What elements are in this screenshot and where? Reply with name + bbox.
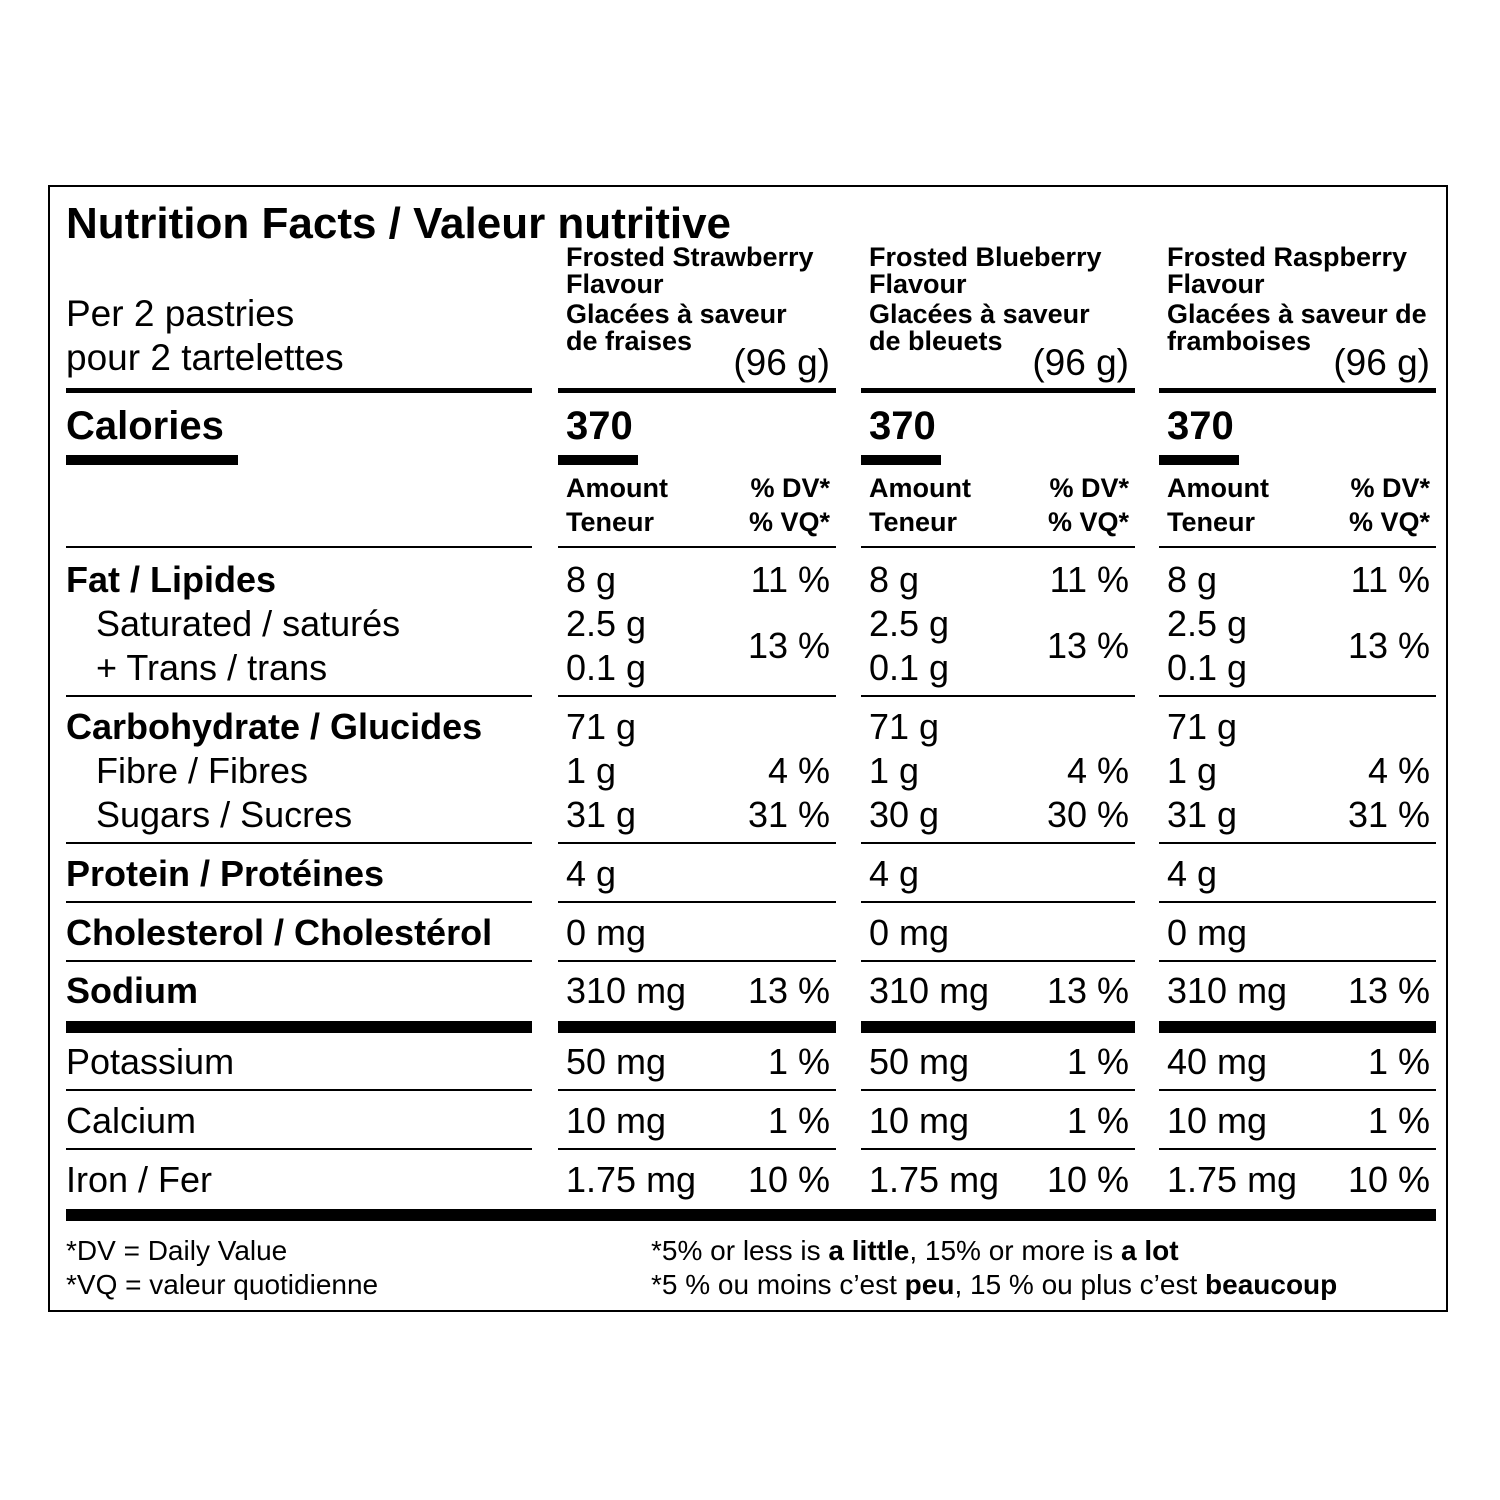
serving-size-fr: pour 2 tartelettes <box>66 337 344 378</box>
dv-header: % DV* <box>750 473 830 503</box>
divider <box>861 695 1135 697</box>
potassium-label: Potassium <box>66 1041 235 1082</box>
sodium-amount: 310 mg <box>566 970 687 1011</box>
guide-text: *5% or less is <box>651 1235 829 1266</box>
sugars-dv: 31 % <box>747 794 830 835</box>
calories-rule <box>66 455 238 465</box>
divider <box>558 842 836 844</box>
sodium-dv: 13 % <box>1347 970 1430 1011</box>
product-name-fr: de fraises <box>566 326 693 356</box>
amount-header: Teneur <box>869 507 958 537</box>
divider <box>66 546 532 548</box>
divider <box>558 901 836 903</box>
calcium-dv: 1 % <box>1066 1100 1129 1141</box>
divider <box>66 695 532 697</box>
sodium-dv: 13 % <box>747 970 830 1011</box>
carbohydrate-label: Carbohydrate / Glucides <box>66 706 483 747</box>
sodium-amount: 310 mg <box>1167 970 1288 1011</box>
divider <box>861 1148 1135 1150</box>
sodium-label: Sodium <box>66 970 198 1011</box>
guide-emphasis: a little <box>828 1235 910 1266</box>
product-name-fr: framboises <box>1167 326 1312 356</box>
amount-header: Amount <box>1167 473 1269 503</box>
dv-header: % DV* <box>1350 473 1430 503</box>
product-name-en: Flavour <box>869 269 967 299</box>
calories-rule <box>1159 455 1239 465</box>
dv-header: % DV* <box>1049 473 1129 503</box>
thick-divider <box>861 1021 1135 1033</box>
iron-dv: 10 % <box>747 1159 830 1200</box>
iron-dv: 10 % <box>1347 1159 1430 1200</box>
fibre-dv: 4 % <box>1367 750 1430 791</box>
sodium-amount: 310 mg <box>869 970 990 1011</box>
product-column-blueberry <box>861 187 1135 1207</box>
calories-value: 370 <box>869 404 936 448</box>
divider <box>558 1089 836 1091</box>
sugars-dv: 31 % <box>1347 794 1430 835</box>
cholesterol-amount: 0 mg <box>869 912 950 953</box>
cholesterol-amount: 0 mg <box>1167 912 1248 953</box>
saturated-label: Saturated / saturés <box>96 603 401 644</box>
potassium-dv: 1 % <box>1066 1041 1129 1082</box>
divider <box>66 960 532 962</box>
vq-definition: *VQ = valeur quotidienne <box>66 1269 379 1300</box>
product-column-raspberry <box>1159 187 1436 1207</box>
product-name-en: Flavour <box>1167 269 1265 299</box>
carbohydrate-amount: 71 g <box>566 706 637 747</box>
fat-amount: 8 g <box>566 559 617 600</box>
header-rule <box>861 388 1135 393</box>
iron-amount: 1.75 mg <box>1167 1159 1298 1200</box>
sat-trans-dv: 13 % <box>1046 625 1129 666</box>
divider <box>558 695 836 697</box>
amount-header: Teneur <box>1167 507 1256 537</box>
guide-text: , 15% or more is <box>909 1235 1121 1266</box>
serving-weight: (96 g) <box>733 342 830 383</box>
cholesterol-amount: 0 mg <box>566 912 647 953</box>
fat-dv: 11 % <box>750 559 830 600</box>
thick-divider <box>66 1021 532 1033</box>
divider <box>558 1148 836 1150</box>
product-name-en: Flavour <box>566 269 664 299</box>
fibre-dv: 4 % <box>1066 750 1129 791</box>
sodium-dv: 13 % <box>1046 970 1129 1011</box>
product-name-fr: de bleuets <box>869 326 1003 356</box>
trans-label: + Trans / trans <box>96 647 328 688</box>
calories-value: 370 <box>1167 404 1234 448</box>
serving-weight: (96 g) <box>1032 342 1129 383</box>
iron-amount: 1.75 mg <box>566 1159 697 1200</box>
fat-amount: 8 g <box>1167 559 1218 600</box>
calcium-amount: 10 mg <box>566 1100 667 1141</box>
dv-guide-fr <box>651 1271 1337 1299</box>
calories-rule <box>558 455 638 465</box>
calcium-label: Calcium <box>66 1100 197 1141</box>
product-name-fr: Glacées à saveur <box>869 299 1090 329</box>
protein-amount: 4 g <box>1167 853 1218 894</box>
product-name-en: Frosted Strawberry <box>566 242 814 272</box>
sugars-amount: 31 g <box>1167 794 1238 835</box>
sugars-label: Sugars / Sucres <box>96 794 353 835</box>
guide-text: , 15 % ou plus c’est <box>954 1269 1206 1300</box>
potassium-dv: 1 % <box>767 1041 830 1082</box>
fat-dv: 11 % <box>1350 559 1430 600</box>
saturated-amount: 2.5 g <box>1167 603 1248 644</box>
divider <box>66 1148 532 1150</box>
calcium-amount: 10 mg <box>1167 1100 1268 1141</box>
fat-amount: 8 g <box>869 559 920 600</box>
footer-rule <box>66 1209 1436 1221</box>
divider <box>1159 546 1436 548</box>
guide-emphasis: beaucoup <box>1205 1269 1338 1300</box>
header-rule <box>1159 388 1436 393</box>
potassium-amount: 50 mg <box>869 1041 970 1082</box>
calories-value: 370 <box>566 404 633 448</box>
divider <box>1159 901 1436 903</box>
sugars-dv: 30 % <box>1046 794 1129 835</box>
saturated-amount: 2.5 g <box>869 603 950 644</box>
fibre-amount: 1 g <box>566 750 617 791</box>
product-name-fr: Glacées à saveur <box>566 299 787 329</box>
protein-amount: 4 g <box>869 853 920 894</box>
trans-amount: 0.1 g <box>1167 647 1248 688</box>
divider <box>66 842 532 844</box>
divider <box>66 901 532 903</box>
nutrition-facts-table <box>48 185 1448 1312</box>
divider <box>1159 1148 1436 1150</box>
divider <box>861 960 1135 962</box>
saturated-amount: 2.5 g <box>566 603 647 644</box>
serving-size-en: Per 2 pastries <box>66 293 295 334</box>
divider <box>1159 960 1436 962</box>
dv-guide-en <box>651 1237 1179 1265</box>
divider <box>1159 842 1436 844</box>
serving-weight: (96 g) <box>1333 342 1430 383</box>
divider <box>66 1089 532 1091</box>
divider <box>1159 695 1436 697</box>
sat-trans-dv: 13 % <box>1347 625 1430 666</box>
dv-definition: *DV = Daily Value <box>66 1235 288 1266</box>
carbohydrate-amount: 71 g <box>1167 706 1238 747</box>
fibre-label: Fibre / Fibres <box>96 750 309 791</box>
sugars-amount: 30 g <box>869 794 940 835</box>
protein-amount: 4 g <box>566 853 617 894</box>
trans-amount: 0.1 g <box>566 647 647 688</box>
fibre-amount: 1 g <box>1167 750 1218 791</box>
guide-text: *5 % ou moins c’est <box>651 1269 905 1300</box>
iron-amount: 1.75 mg <box>869 1159 1000 1200</box>
table-title: Nutrition Facts / Valeur nutritive <box>66 199 732 248</box>
dv-header: % VQ* <box>1348 507 1430 537</box>
fat-dv: 11 % <box>1049 559 1129 600</box>
guide-emphasis: a lot <box>1120 1235 1179 1266</box>
protein-label: Protein / Protéines <box>66 853 385 894</box>
product-column-strawberry <box>558 187 836 1207</box>
potassium-amount: 40 mg <box>1167 1041 1268 1082</box>
fat-label: Fat / Lipides <box>66 559 277 600</box>
divider <box>558 960 836 962</box>
sat-trans-dv: 13 % <box>747 625 830 666</box>
divider <box>861 546 1135 548</box>
divider <box>558 546 836 548</box>
thick-divider <box>558 1021 836 1033</box>
iron-label: Iron / Fer <box>66 1159 213 1200</box>
guide-emphasis: peu <box>904 1269 955 1300</box>
potassium-amount: 50 mg <box>566 1041 667 1082</box>
amount-header: Teneur <box>566 507 655 537</box>
sugars-amount: 31 g <box>566 794 637 835</box>
calcium-amount: 10 mg <box>869 1100 970 1141</box>
product-name-en: Frosted Raspberry <box>1167 242 1408 272</box>
amount-header: Amount <box>566 473 668 503</box>
thick-divider <box>1159 1021 1436 1033</box>
divider <box>1159 1089 1436 1091</box>
dv-header: % VQ* <box>1047 507 1129 537</box>
amount-header: Amount <box>869 473 971 503</box>
cholesterol-label: Cholesterol / Cholestérol <box>66 912 493 953</box>
divider <box>861 1089 1135 1091</box>
product-name-en: Frosted Blueberry <box>869 242 1102 272</box>
calcium-dv: 1 % <box>1367 1100 1430 1141</box>
header-rule <box>66 388 532 393</box>
product-name-fr: Glacées à saveur de <box>1167 299 1427 329</box>
potassium-dv: 1 % <box>1367 1041 1430 1082</box>
calories-label: Calories <box>66 404 224 448</box>
dv-header: % VQ* <box>748 507 830 537</box>
header-rule <box>558 388 836 393</box>
iron-dv: 10 % <box>1046 1159 1129 1200</box>
fibre-dv: 4 % <box>767 750 830 791</box>
divider <box>861 842 1135 844</box>
divider <box>861 901 1135 903</box>
calcium-dv: 1 % <box>767 1100 830 1141</box>
fibre-amount: 1 g <box>869 750 920 791</box>
carbohydrate-amount: 71 g <box>869 706 940 747</box>
calories-rule <box>861 455 941 465</box>
trans-amount: 0.1 g <box>869 647 950 688</box>
